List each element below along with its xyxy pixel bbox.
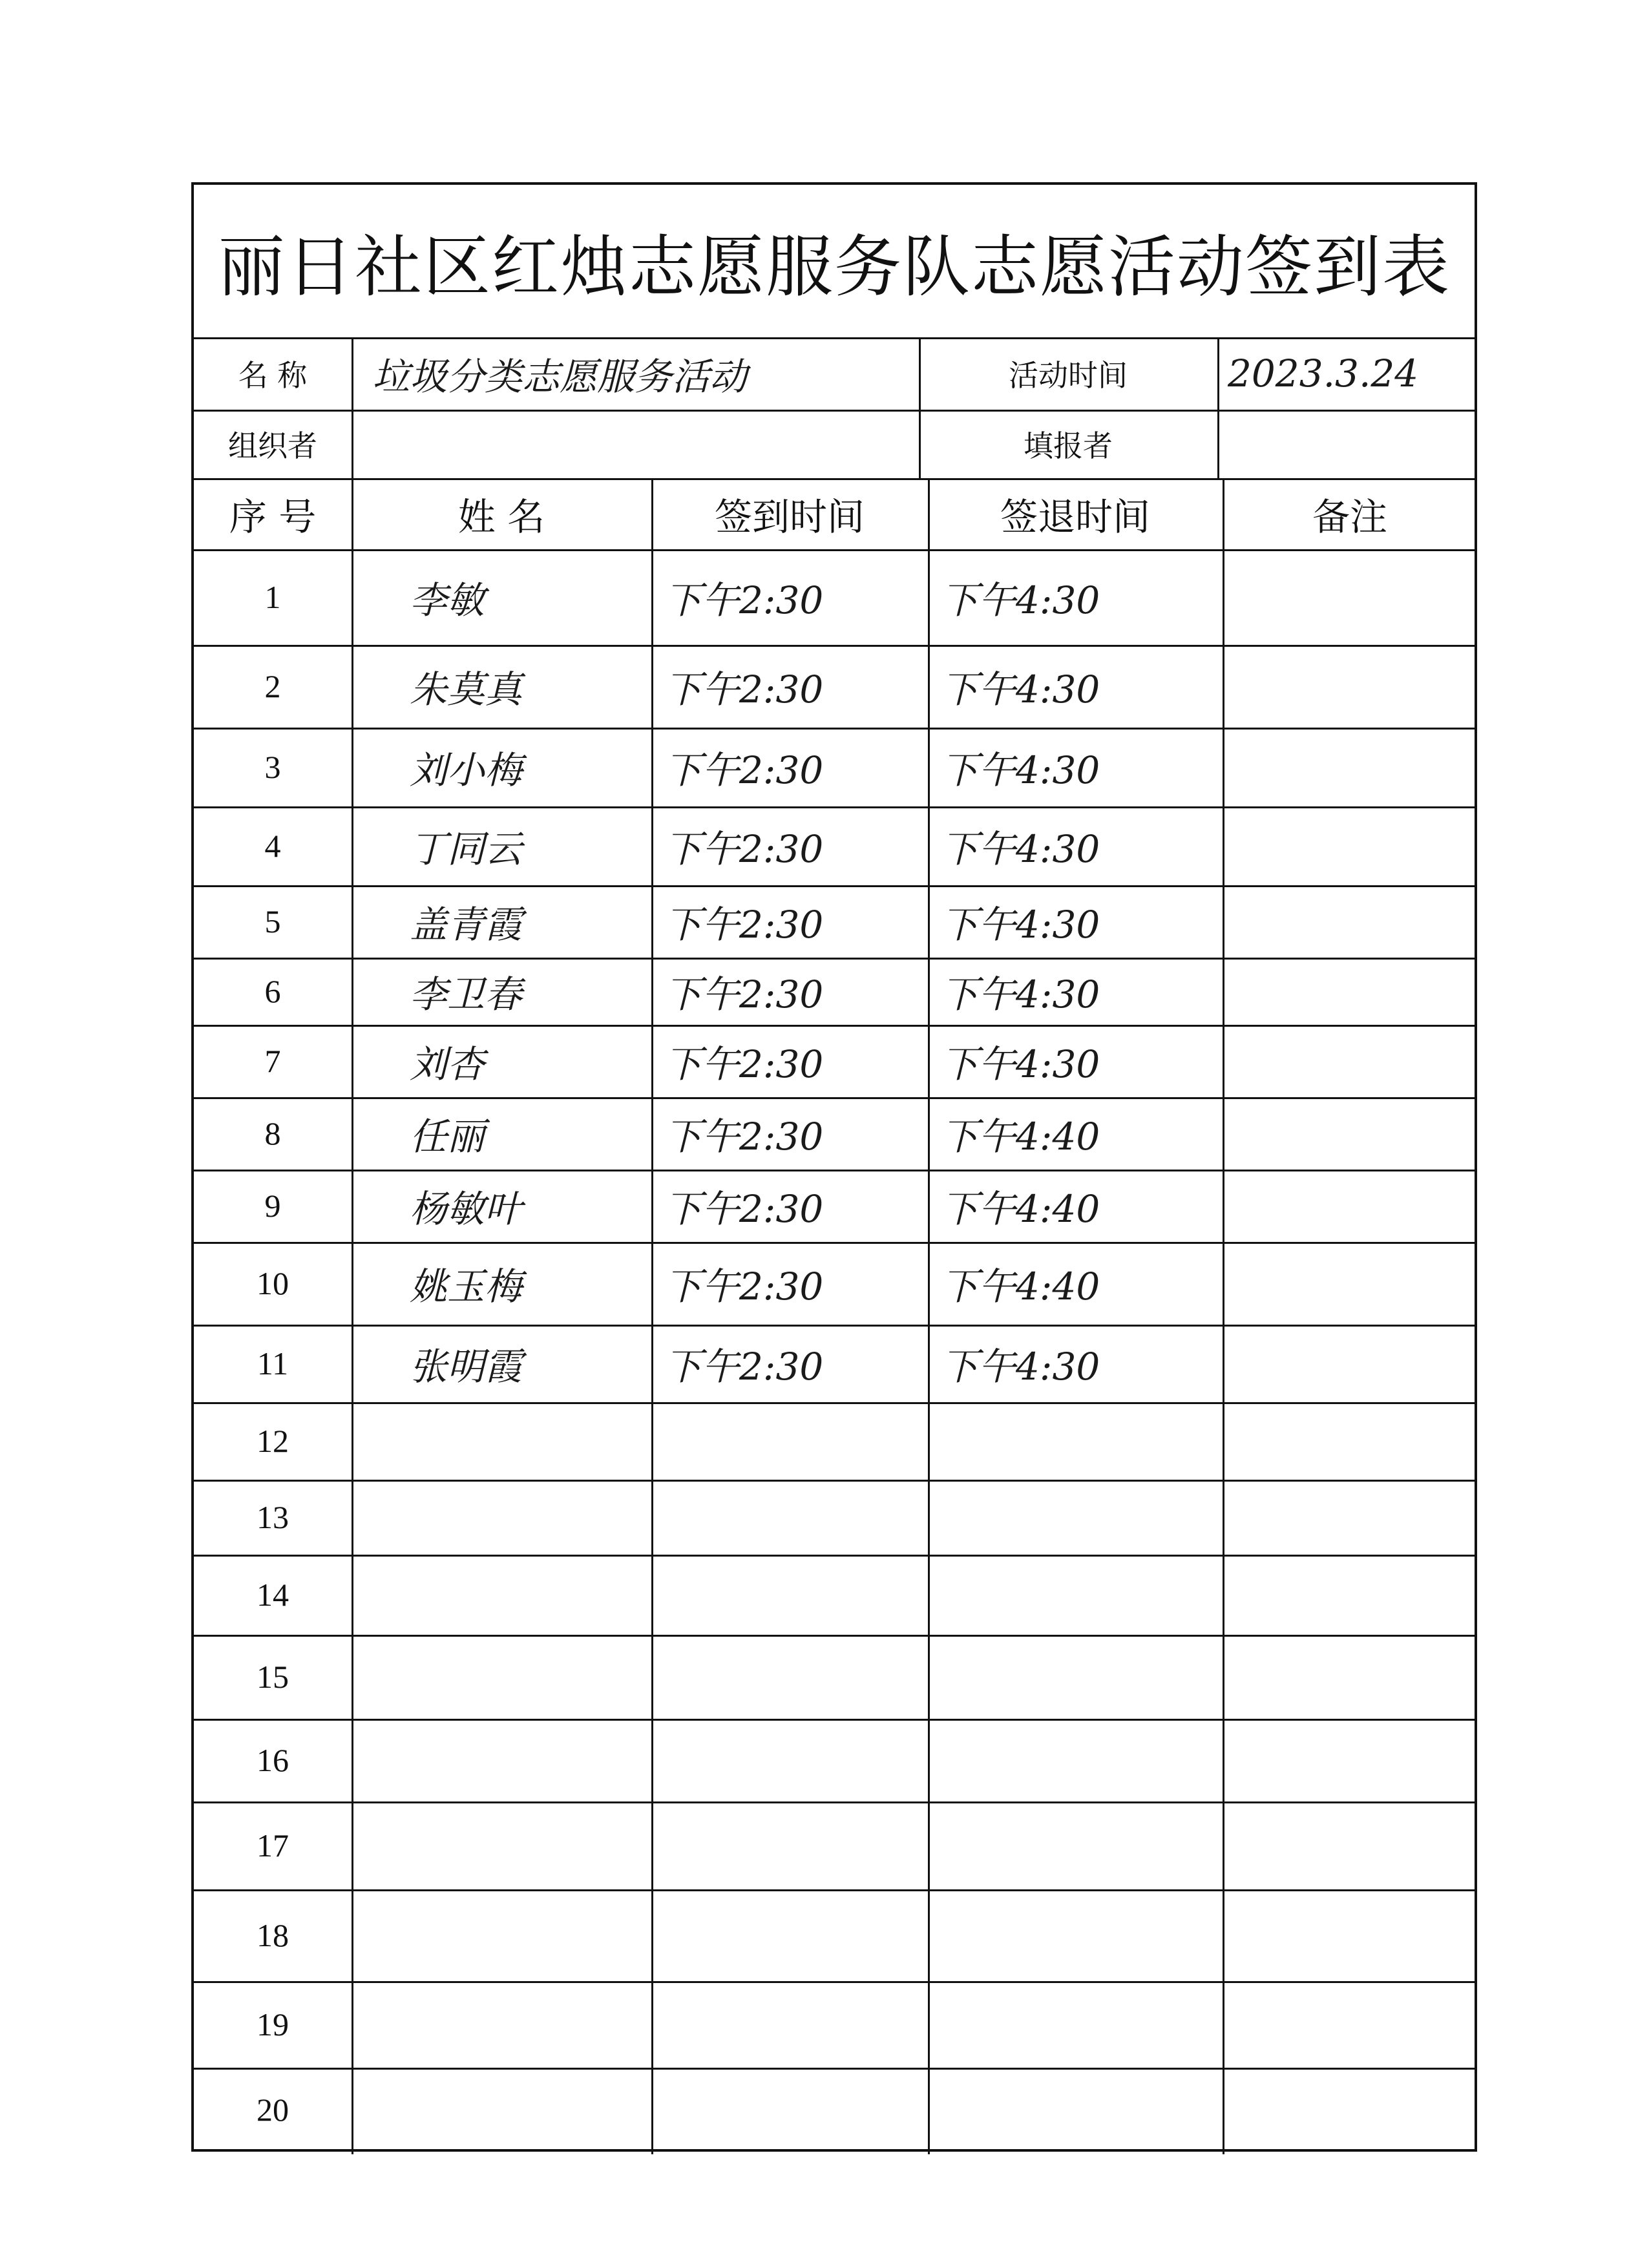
signin-time <box>651 1889 928 1981</box>
signin-time: 下午2:30 <box>664 1345 824 1389</box>
volunteer-name: 张明霞 <box>410 1345 523 1389</box>
signout-time <box>928 1889 1223 1981</box>
signout-time: 下午4:30 <box>941 578 1100 622</box>
signin-time <box>651 1480 928 1555</box>
name-label: 名 称 <box>238 358 308 393</box>
signin-time: 下午2:30 <box>664 667 824 711</box>
col-header-no: 序 号 <box>229 495 317 539</box>
note <box>1223 1719 1477 1801</box>
volunteer-name <box>352 1402 651 1480</box>
signout-time: 下午4:40 <box>941 1187 1100 1231</box>
volunteer-name: 盖青霞 <box>410 903 523 947</box>
col-header-name: 姓 名 <box>457 495 545 539</box>
volunteer-name: 姚玉梅 <box>410 1265 523 1308</box>
note <box>1223 1242 1477 1325</box>
row-number: 3 <box>264 749 281 785</box>
row-number: 2 <box>264 668 281 704</box>
signin-time: 下午2:30 <box>664 827 824 871</box>
signout-time <box>928 1480 1223 1555</box>
volunteer-name <box>352 2068 651 2152</box>
note <box>1223 1889 1477 1981</box>
signin-time: 下午2:30 <box>664 972 824 1016</box>
organizer-label: 组织者 <box>228 428 317 463</box>
signout-time <box>928 1801 1223 1889</box>
activity-name: 垃圾分类志愿服务活动 <box>372 355 748 399</box>
sheet-title: 丽日社区红烛志愿服务队志愿活动签到表 <box>194 185 1475 339</box>
signout-time <box>928 1981 1223 2068</box>
row-number: 19 <box>257 2006 289 2042</box>
signout-time: 下午4:40 <box>941 1115 1100 1159</box>
row-number: 6 <box>264 973 281 1009</box>
signin-time: 下午2:30 <box>664 578 824 622</box>
col-header-signout: 签退时间 <box>1000 495 1150 539</box>
note <box>1223 1025 1477 1097</box>
note <box>1223 1170 1477 1242</box>
volunteer-name <box>352 1719 651 1801</box>
signin-time: 下午2:30 <box>664 1115 824 1159</box>
note <box>1223 1325 1477 1402</box>
signout-time <box>928 1402 1223 1480</box>
signin-sheet <box>191 182 1477 2152</box>
row-number: 20 <box>257 2092 289 2128</box>
signout-time: 下午4:30 <box>941 903 1100 947</box>
note <box>1223 958 1477 1025</box>
signout-time: 下午4:30 <box>941 972 1100 1016</box>
col-header-note: 备注 <box>1312 495 1387 539</box>
note <box>1223 1555 1477 1635</box>
organizer-value <box>359 410 915 478</box>
row-number: 13 <box>257 1499 289 1535</box>
note <box>1223 2068 1477 2152</box>
volunteer-name: 李敏 <box>410 578 485 622</box>
time-label: 活动时间 <box>1009 358 1128 393</box>
note <box>1223 1635 1477 1719</box>
signout-time <box>928 1635 1223 1719</box>
signout-time: 下午4:30 <box>941 748 1100 792</box>
signin-time: 下午2:30 <box>664 1042 824 1086</box>
note <box>1223 728 1477 806</box>
note <box>1223 806 1477 885</box>
activity-date: 2023.3.24 <box>1228 352 1419 395</box>
divider <box>352 337 353 478</box>
reporter-value <box>1221 410 1477 478</box>
note <box>1223 549 1477 645</box>
signout-time <box>928 1555 1223 1635</box>
volunteer-name <box>352 1801 651 1889</box>
note <box>1223 1402 1477 1480</box>
volunteer-name <box>352 1480 651 1555</box>
note <box>1223 645 1477 728</box>
volunteer-name: 朱莫真 <box>410 667 523 711</box>
signin-time <box>651 1981 928 2068</box>
volunteer-name: 刘杏 <box>410 1042 485 1086</box>
row-number: 12 <box>257 1423 289 1459</box>
note <box>1223 1480 1477 1555</box>
signin-time: 下午2:30 <box>664 1265 824 1308</box>
row-number: 5 <box>264 903 281 940</box>
signin-time: 下午2:30 <box>664 1187 824 1231</box>
signout-time <box>928 1719 1223 1801</box>
row-number: 18 <box>257 1917 289 1953</box>
signin-time: 下午2:30 <box>664 748 824 792</box>
row-number: 11 <box>257 1345 289 1381</box>
signin-time <box>651 1719 928 1801</box>
signout-time: 下午4:40 <box>941 1265 1100 1308</box>
row-number: 10 <box>257 1265 289 1301</box>
signout-time: 下午4:30 <box>941 827 1100 871</box>
volunteer-name: 丁同云 <box>410 827 523 871</box>
volunteer-name <box>352 1635 651 1719</box>
volunteer-name <box>352 1889 651 1981</box>
signin-time <box>651 2068 928 2152</box>
volunteer-name <box>352 1555 651 1635</box>
note <box>1223 885 1477 958</box>
row-number: 7 <box>264 1043 281 1079</box>
signout-time: 下午4:30 <box>941 1345 1100 1389</box>
signout-time <box>928 2068 1223 2152</box>
signin-time <box>651 1635 928 1719</box>
signout-time: 下午4:30 <box>941 667 1100 711</box>
row-number: 14 <box>257 1577 289 1613</box>
note <box>1223 1097 1477 1170</box>
row-number: 17 <box>257 1827 289 1864</box>
row-number: 16 <box>257 1742 289 1778</box>
divider <box>1217 337 1219 478</box>
signout-time: 下午4:30 <box>941 1042 1100 1086</box>
signin-time: 下午2:30 <box>664 903 824 947</box>
signin-time <box>651 1402 928 1480</box>
note <box>1223 1981 1477 2068</box>
reporter-label: 填报者 <box>1024 428 1113 463</box>
row-number: 15 <box>257 1659 289 1695</box>
volunteer-name <box>352 1981 651 2068</box>
signin-time <box>651 1801 928 1889</box>
row-number: 8 <box>264 1115 281 1151</box>
volunteer-name: 杨敏叶 <box>410 1187 523 1231</box>
col-header-signin: 签到时间 <box>714 495 865 539</box>
note <box>1223 1801 1477 1889</box>
row-number: 4 <box>264 828 281 864</box>
signin-time <box>651 1555 928 1635</box>
row-number: 9 <box>264 1188 281 1224</box>
row-number: 1 <box>264 579 281 615</box>
volunteer-name: 李卫春 <box>410 972 523 1016</box>
volunteer-name: 任丽 <box>410 1115 485 1159</box>
volunteer-name: 刘小梅 <box>410 748 523 792</box>
